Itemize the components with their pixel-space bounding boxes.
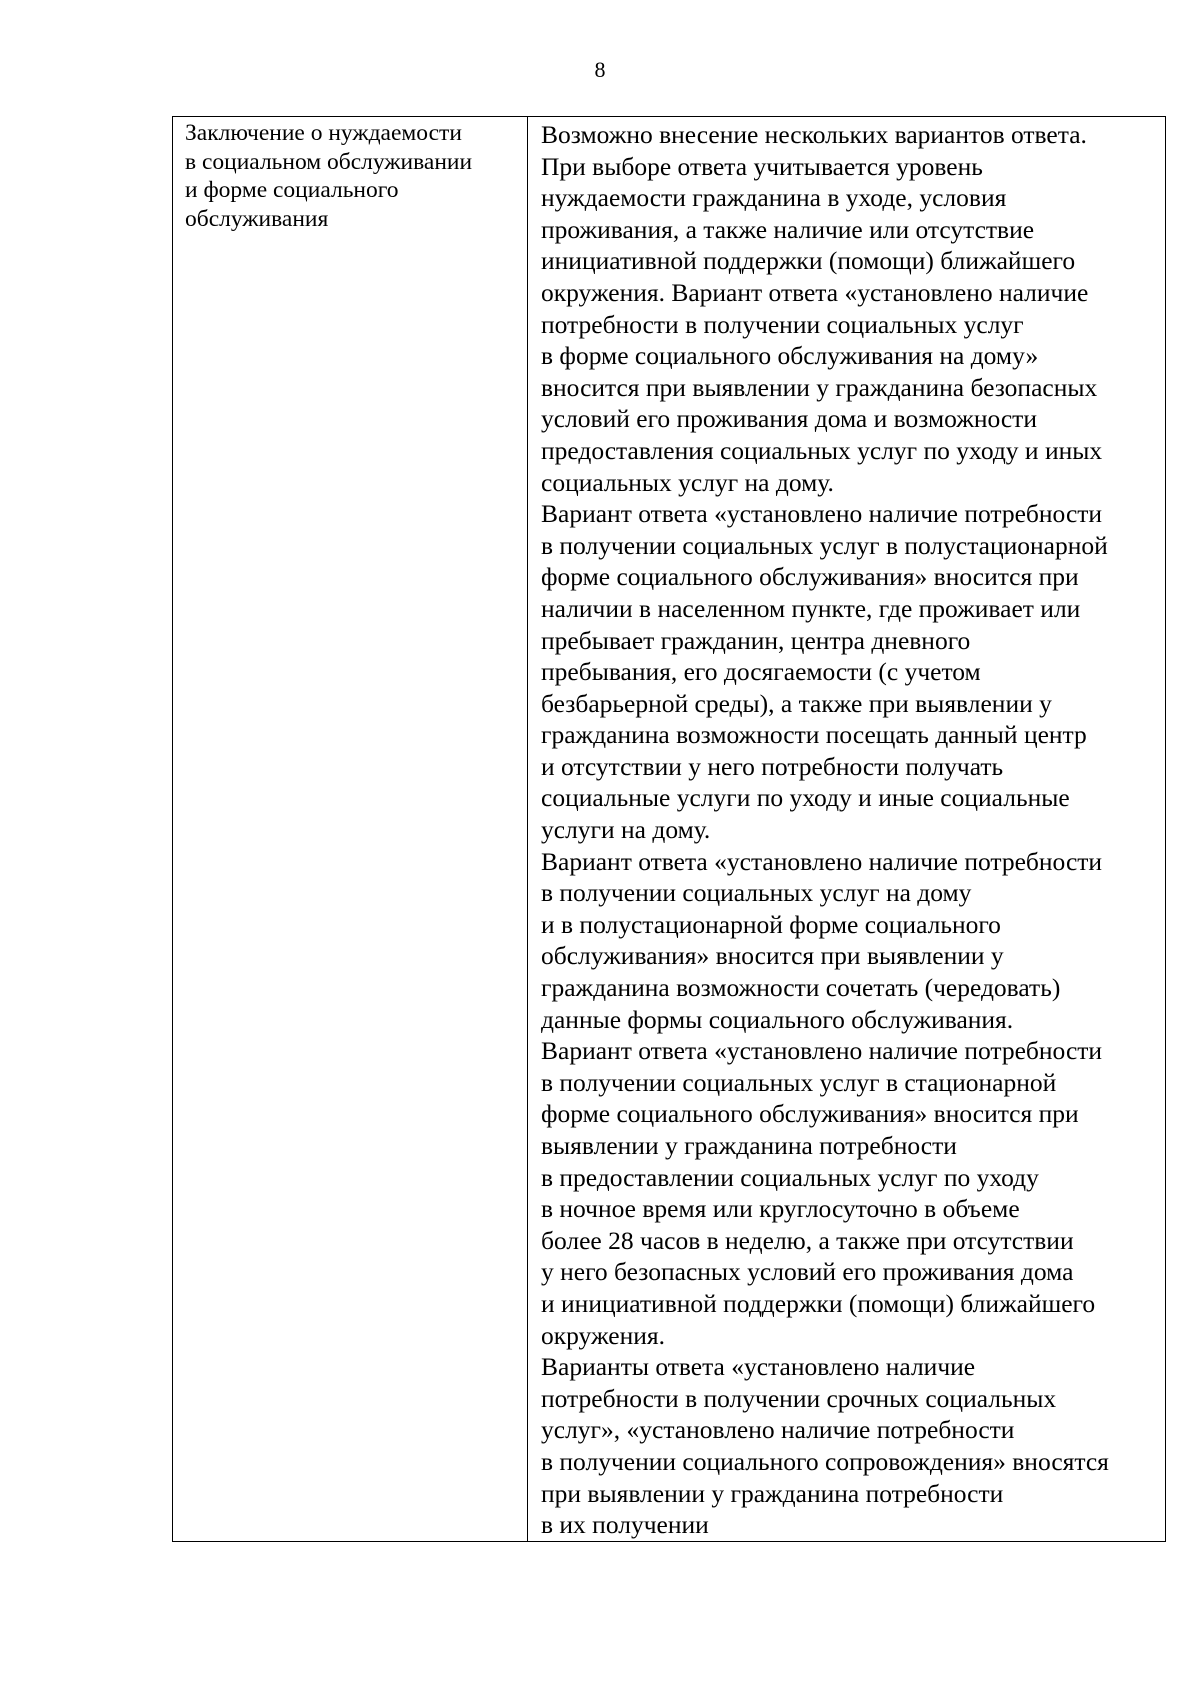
description-line: Возможно внесение нескольких вариантов ответа. (541, 120, 1087, 149)
description-line: при выявлении у гражданина потребности (541, 1478, 1004, 1508)
description-line: вносится при выявлении у гражданина безопасных (541, 372, 1098, 402)
field-name-line: обслуживания (185, 205, 329, 232)
description-line: пребывает гражданин, центра дневного (541, 625, 971, 655)
description-line: в предоставлении социальных услуг по уходу (541, 1162, 1039, 1192)
field-name-line: в социальном обслуживании (185, 148, 473, 175)
form-table (172, 116, 1166, 1542)
description-line: у него безопасных условий его проживания дома (541, 1257, 1074, 1287)
description-line: социальных услуг на дому. (541, 467, 834, 497)
description-text (528, 119, 1165, 1541)
field-name-text (173, 119, 527, 233)
description-line: условий его проживания дома и возможности (541, 404, 1037, 434)
description-line: форме социального обслуживания» вносится при (541, 562, 1079, 592)
description-line: гражданина возможности посещать данный центр (541, 720, 1087, 750)
description-line: в получении социального сопровождения» вносятся (541, 1446, 1109, 1476)
description-line: форме социального обслуживания» вносится при (541, 1099, 1079, 1129)
description-line: потребности в получении срочных социальных (541, 1383, 1057, 1413)
description-line: Вариант ответа «установлено наличие потребности (541, 1036, 1103, 1066)
field-name-line: и форме социального (185, 177, 399, 203)
description-line: в получении социальных услуг на дому (541, 878, 972, 908)
description-line: социальные услуги по уходу и иные социальные (541, 783, 1070, 813)
description-line: предоставления социальных услуг по уходу и иных (541, 435, 1103, 465)
description-line: в ночное время или круглосуточно в объеме (541, 1194, 1020, 1224)
description-line: проживания, а также наличие или отсутствие (541, 214, 1035, 244)
description-line: обслуживания» вносится при выявлении у (541, 941, 1004, 971)
page-number: 8 (594, 57, 606, 82)
description-line: нуждаемости гражданина в уходе, условия (541, 183, 1007, 213)
description-line: гражданина возможности сочетать (чередовать) (541, 973, 1061, 1003)
field-name-line: Заключение о нуждаемости (185, 120, 462, 146)
description-line: услуги на дому. (541, 815, 711, 845)
table-row (173, 117, 1166, 1542)
description-line: При выборе ответа учитывается уровень (541, 151, 983, 181)
description-line: в получении социальных услуг в стационарной (541, 1067, 1057, 1097)
description-line: пребывания, его досягаемости (с учетом (541, 657, 981, 687)
description-line: потребности в получении социальных услуг (541, 309, 1024, 339)
description-line: выявлении у гражданина потребности (541, 1131, 957, 1160)
description-line: и отсутствии у него потребности получать (541, 751, 1004, 781)
description-line: безбарьерной среды), а также при выявлении у (541, 688, 1052, 718)
description-line: и инициативной поддержки (помощи) ближайшего (541, 1288, 1096, 1318)
description-line: Вариант ответа «установлено наличие потребности (541, 846, 1103, 876)
description-line: окружения. Вариант ответа «установлено наличие (541, 277, 1089, 307)
description-line: окружения. (541, 1320, 665, 1350)
description-line: в получении социальных услуг в полустационарной (541, 530, 1108, 560)
table-cell-field-name (173, 117, 528, 1542)
description-line: в их получении (541, 1510, 709, 1540)
description-line: Варианты ответа «установлено наличие (541, 1352, 976, 1382)
description-line: наличии в населенном пункте, где проживает или (541, 593, 1081, 623)
description-line: более 28 часов в неделю, а также при отсутствии (541, 1225, 1074, 1255)
description-line: данные формы социального обслуживания. (541, 1004, 1014, 1034)
description-line: услуг», «установлено наличие потребности (541, 1415, 1015, 1445)
description-line: в форме социального обслуживания на дому» (541, 341, 1039, 371)
description-line: и в полустационарной форме социального (541, 909, 1001, 939)
table-cell-description (528, 117, 1166, 1542)
description-line: Вариант ответа «установлено наличие потребности (541, 499, 1103, 529)
description-line: инициативной поддержки (помощи) ближайшего (541, 246, 1076, 276)
